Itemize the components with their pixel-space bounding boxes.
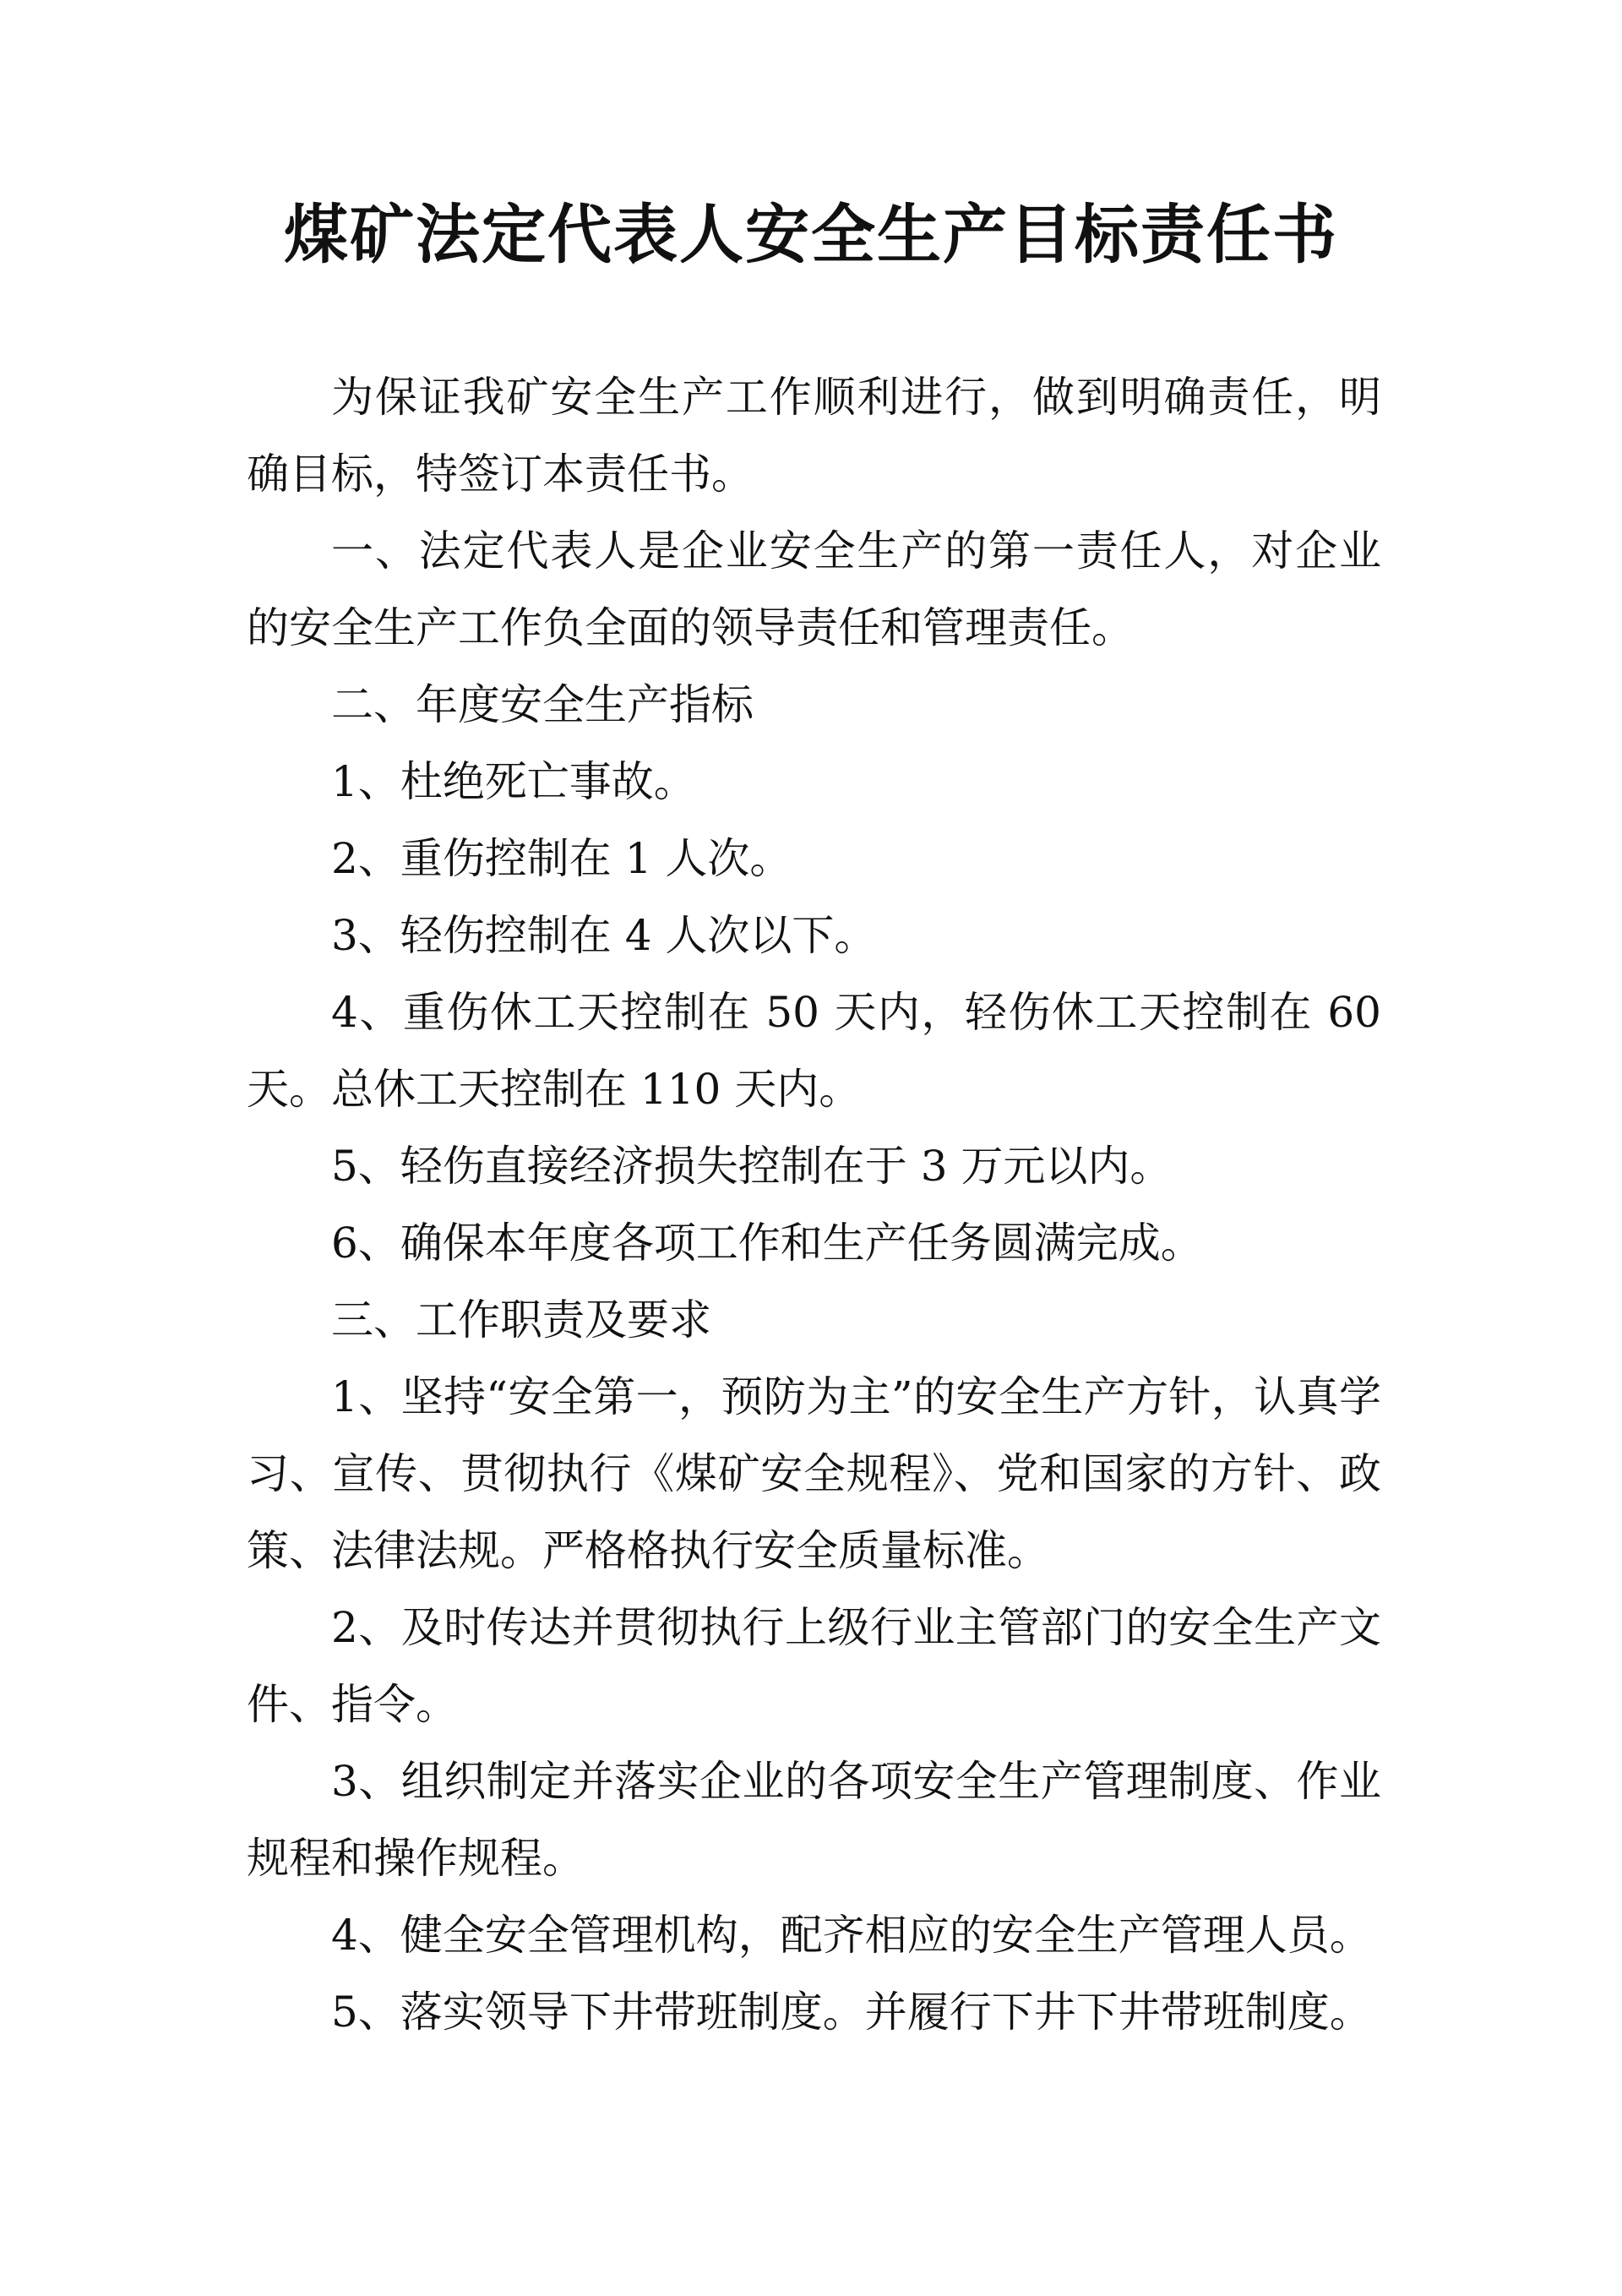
paragraph-duty-1: 1、坚持“安全第一，预防为主”的安全生产方针，认真学习、宣传、贯彻执行《煤矿安全规程》、党和国家的方针、政策、法律法规。严格格执行安全质量标准。 [247, 1372, 1381, 1575]
paragraph-target-6: 6、确保本年度各项工作和生产任务圆满完成。 [331, 1219, 1203, 1268]
paragraph-section-2-heading: 二、年度安全生产指标 [331, 680, 754, 729]
paragraph-duty-4: 4、健全安全管理机构，配齐相应的安全生产管理人员。 [331, 1911, 1372, 1960]
paragraph-duty-2: 2、及时传达并贯彻执行上级行业主管部门的安全生产文件、指令。 [247, 1603, 1381, 1729]
paragraph-target-4: 4、重伤休工天控制在 50 天内，轻伤休工天控制在 60 天。总休工天控制在 110 天内。 [247, 988, 1381, 1114]
paragraph-intro: 为保证我矿安全生产工作顺利进行，做到明确责任，明确目标，特签订本责任书。 [247, 373, 1381, 499]
paragraph-target-2: 2、重伤控制在 1 人次。 [331, 834, 792, 883]
paragraph-duty-5: 5、落实领导下井带班制度。并履行下井下井带班制度。 [331, 1988, 1372, 2037]
paragraph-duty-3: 3、组织制定并落实企业的各项安全生产管理制度、作业规程和操作规程。 [247, 1757, 1381, 1883]
document-body [247, 359, 1381, 2051]
paragraph-section-1: 一、法定代表人是企业安全生产的第一责任人，对企业的安全生产工作负全面的领导责任和管理责任。 [247, 526, 1381, 652]
paragraph-target-5: 5、轻伤直接经济损失控制在于 3 万元以内。 [331, 1142, 1173, 1191]
paragraph-target-1: 1、杜绝死亡事故。 [331, 757, 696, 806]
document-title: 煤矿法定代表人安全生产目标责任书 [284, 197, 1338, 272]
paragraph-target-3: 3、轻伤控制在 4 人次以下。 [331, 911, 877, 960]
paragraph-section-3-heading: 三、工作职责及要求 [331, 1295, 711, 1344]
